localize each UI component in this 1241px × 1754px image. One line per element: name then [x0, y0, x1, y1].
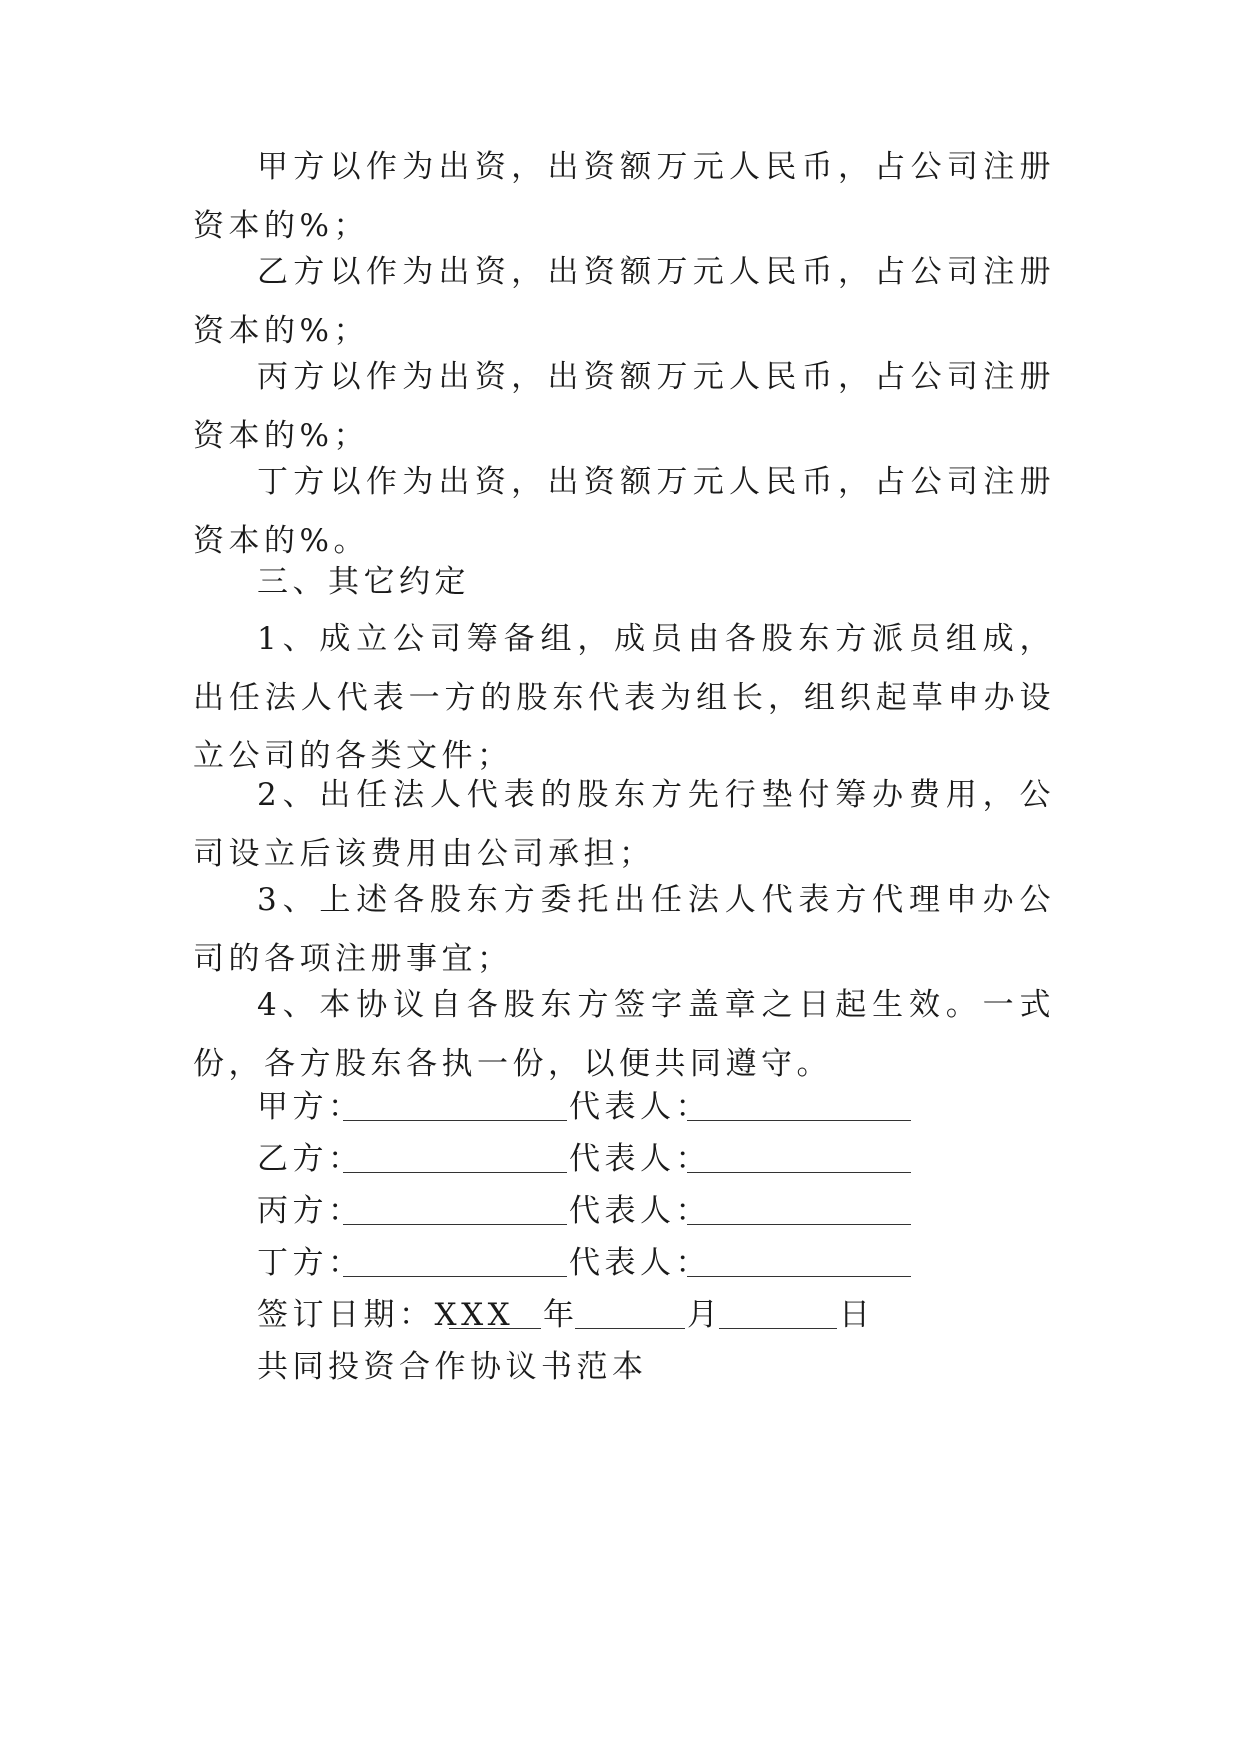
representative-label: 代表人： [569, 1193, 711, 1229]
representative-signature-blank[interactable] [687, 1120, 911, 1121]
party-signature-blank[interactable] [343, 1172, 567, 1173]
contribution-party-b: 乙方以作为出资，出资额万元人民币，占公司注册资本的%； [193, 254, 1055, 349]
clause-1: 1、成立公司筹备组，成员由各股东方派员组成，出任法人代表一方的股东代表为组长，组织起草申办设立公司的各类文件； [193, 621, 1055, 774]
party-signature-blank[interactable] [343, 1120, 567, 1121]
representative-label: 代表人： [569, 1089, 711, 1125]
clause-2: 2、出任法人代表的股东方先行垫付筹办费用，公司设立后该费用由公司承担； [193, 777, 1055, 872]
representative-signature-blank[interactable] [687, 1224, 911, 1225]
clause-4: 4、本协议自各股东方签字盖章之日起生效。一式份，各方股东各执一份，以便共同遵守。 [193, 987, 1055, 1082]
party-label: 甲方： [257, 1089, 364, 1125]
section-heading: 三、其它约定 [257, 564, 470, 600]
representative-signature-blank[interactable] [687, 1276, 911, 1277]
party-signature-blank[interactable] [343, 1276, 567, 1277]
signature-row-d [257, 1243, 1057, 1283]
contribution-party-d: 丁方以作为出资，出资额万元人民币，占公司注册资本的%。 [193, 464, 1055, 559]
representative-label: 代表人： [569, 1141, 711, 1177]
day-blank[interactable] [719, 1328, 837, 1329]
signing-date-row [257, 1295, 1057, 1335]
representative-signature-blank[interactable] [687, 1172, 911, 1173]
contribution-party-a: 甲方以作为出资，出资额万元人民币，占公司注册资本的%； [193, 149, 1055, 244]
signature-row-b [257, 1139, 1057, 1179]
signature-row-a [257, 1087, 1057, 1127]
year-label: 年 [543, 1297, 579, 1333]
party-label: 乙方： [257, 1141, 364, 1177]
party-label: 丙方： [257, 1193, 364, 1229]
signature-row-c [257, 1191, 1057, 1231]
clause-3: 3、上述各股东方委托出任法人代表方代理申办公司的各项注册事宜； [193, 882, 1055, 977]
day-label: 日 [839, 1297, 875, 1333]
year-blank[interactable] [449, 1328, 541, 1329]
representative-label: 代表人： [569, 1245, 711, 1281]
party-signature-blank[interactable] [343, 1224, 567, 1225]
month-blank[interactable] [575, 1328, 685, 1329]
next-document-title: 共同投资合作协议书范本 [257, 1349, 648, 1385]
signing-date-label: 签订日期：XXX [257, 1297, 515, 1333]
party-label: 丁方： [257, 1245, 364, 1281]
document-page [193, 0, 1055, 1754]
contribution-party-c: 丙方以作为出资，出资额万元人民币，占公司注册资本的%； [193, 359, 1055, 454]
month-label: 月 [687, 1297, 723, 1333]
